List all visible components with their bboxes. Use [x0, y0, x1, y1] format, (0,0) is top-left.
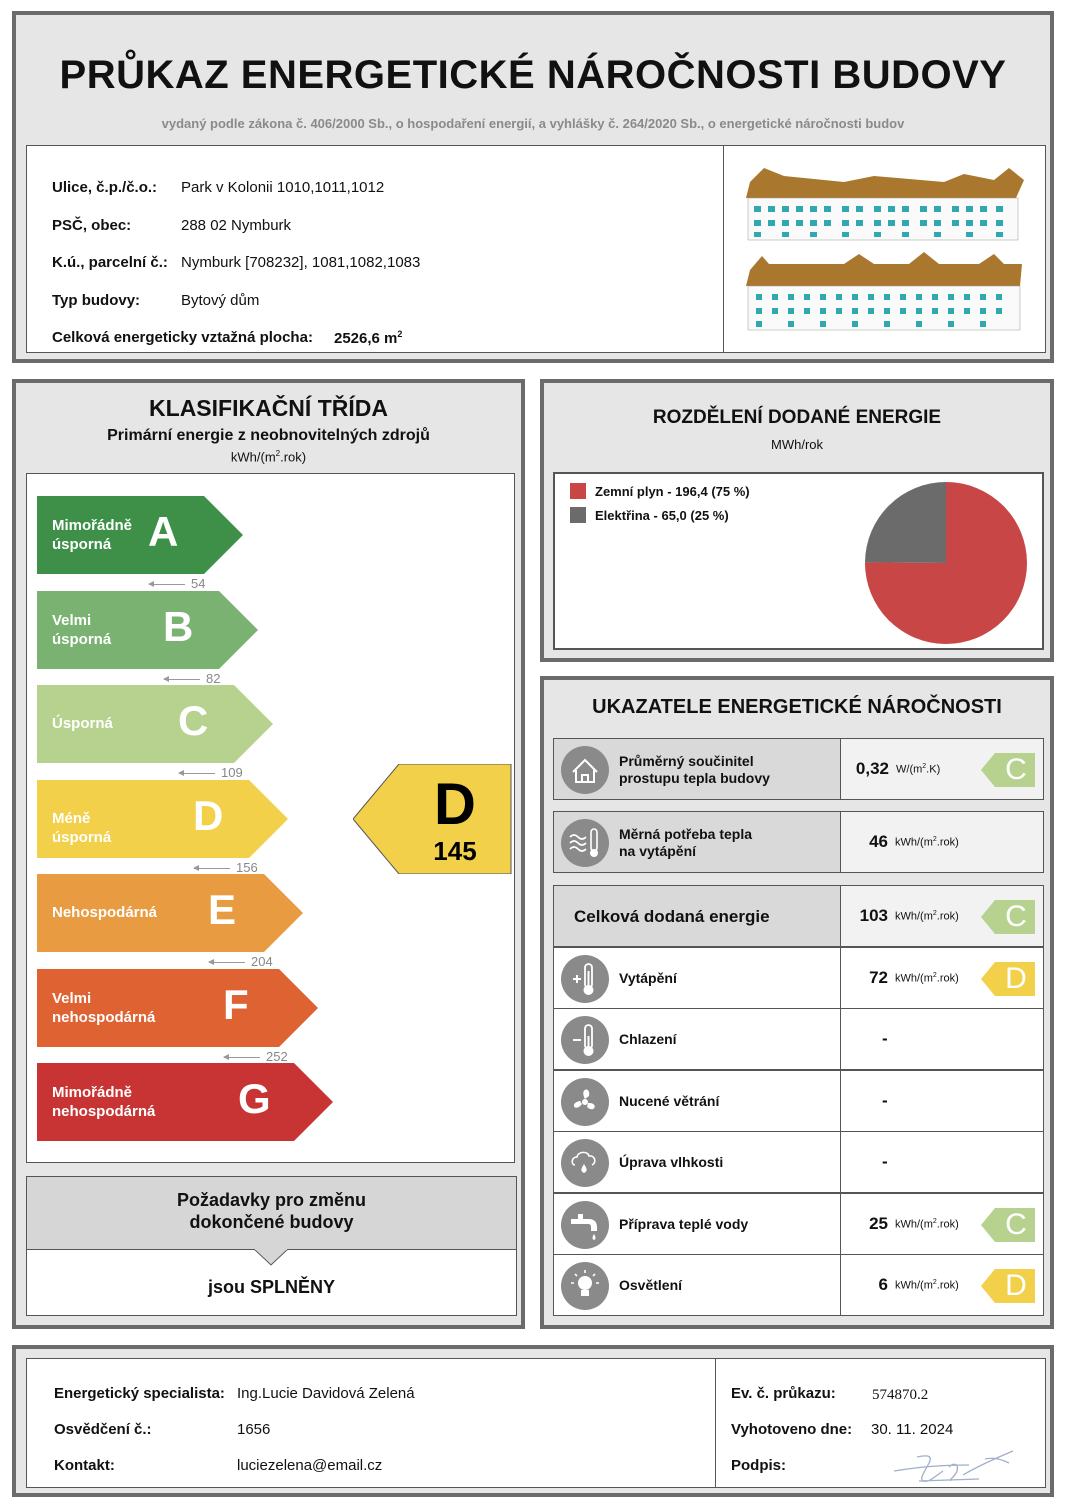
- band-letter: C: [178, 697, 209, 744]
- indicator-row: [553, 1070, 1044, 1132]
- document-subtitle: vydaný podle zákona č. 406/2000 Sb., o hospodaření energií, a vyhlášky č. 264/2020 Sb., o energetické náročnosti budov: [161, 116, 905, 131]
- building-photo: [723, 145, 1046, 353]
- band-label: Nehospodárná: [52, 904, 158, 921]
- indicator-row: [553, 1008, 1044, 1070]
- indicator-label: Nucené větrání: [619, 1093, 720, 1109]
- legend-item-gas: [570, 483, 750, 499]
- footer-divider: [715, 1359, 716, 1487]
- area-label: Celková energeticky vztažná plocha:: [52, 329, 313, 346]
- humidity-icon: [561, 1139, 609, 1187]
- legend-item-electricity: [570, 507, 729, 523]
- indicator-row: [553, 1131, 1044, 1193]
- indicator-value: 46: [869, 832, 888, 851]
- sign-label: Podpis:: [731, 1457, 786, 1474]
- footer-content: [26, 1358, 1046, 1488]
- indicator-label: Úprava vlhkosti: [619, 1154, 724, 1170]
- indicator-class-tag: D: [981, 962, 1035, 996]
- header-panel: [12, 11, 1054, 363]
- indicator-unit: kWh/$(m^2.rok)$: [895, 1279, 959, 1292]
- distribution-unit: MWh/rok: [771, 437, 823, 452]
- indicator-label: Celková dodaná energie: [574, 907, 770, 926]
- indicator-unit: kWh/$(m^2.rok)$: [895, 1218, 959, 1231]
- band-letter: B: [163, 602, 194, 650]
- indicator-row: [553, 1254, 1044, 1316]
- energy-scale: [26, 473, 515, 1163]
- indicator-row: [553, 885, 1044, 947]
- band-letter: F: [223, 980, 249, 1028]
- psc-value: 288 02 Nymburk: [181, 217, 292, 234]
- indicator-class-tag: C: [981, 1208, 1035, 1242]
- distribution-chart: [553, 472, 1044, 650]
- result-class-letter: D: [434, 772, 476, 837]
- indicator-row: [553, 811, 1044, 873]
- building-info: [26, 145, 724, 353]
- indicator-value: -: [882, 1029, 888, 1048]
- indicator-row: [553, 1193, 1044, 1255]
- band-label: Mimořádně nehospodárná: [52, 1084, 156, 1120]
- indicator-value: 103: [859, 906, 888, 925]
- result-pointer: [353, 764, 513, 874]
- cooling-thermometer-icon: [561, 1016, 609, 1064]
- indicator-label: Příprava teplé vody: [619, 1216, 749, 1232]
- footer-panel: [12, 1345, 1054, 1497]
- indicator-label: Chlazení: [619, 1031, 677, 1047]
- ku-label: K.ú., parcelní č.:: [52, 254, 168, 271]
- fan-icon: [561, 1078, 609, 1126]
- heating-thermometer-icon: [561, 955, 609, 1003]
- indicator-unit: kWh/$(m^2.rok)$: [895, 910, 959, 923]
- street-value: Park v Kolonii 1010,1011,1012: [181, 179, 385, 196]
- requirements-title-2: dokončené budovy: [189, 1212, 354, 1232]
- indicator-unit: kWh/$(m^2.rok)$: [895, 972, 959, 985]
- band-letter: E: [208, 886, 237, 933]
- indicator-unit: kWh/$(m^2.rok)$: [895, 836, 959, 849]
- street-label: Ulice, č.p./č.o.:: [52, 179, 158, 196]
- cert-value: 1656: [237, 1421, 271, 1438]
- threshold-label: 109: [179, 765, 243, 780]
- indicator-label: Vytápění: [619, 970, 677, 986]
- psc-label: PSČ, obec:: [52, 217, 132, 234]
- requirements-result: jsou SPLNĚNY: [207, 1277, 336, 1297]
- indicator-value: 72: [869, 968, 888, 987]
- threshold-label: 252: [224, 1049, 288, 1064]
- threshold-label: 54: [149, 576, 205, 591]
- house-icon: [561, 746, 609, 794]
- threshold-label: 204: [209, 954, 273, 969]
- threshold-label: 82: [164, 671, 220, 686]
- legend-swatch-gas: [570, 483, 586, 499]
- ku-value: Nymburk [708232], 1081,1082,1083: [181, 254, 421, 271]
- legend-label-electricity: Elektřina - 65,0 (25 %): [595, 507, 729, 523]
- distribution-panel: [540, 379, 1054, 662]
- band-letter: G: [238, 1075, 271, 1122]
- indicator-value: 25: [869, 1214, 888, 1233]
- result-class-value: 145: [433, 836, 477, 866]
- specialist-label: Energetický specialista:: [54, 1385, 225, 1402]
- indicators-title: UKAZATELE ENERGETICKÉ NÁROČNOSTI: [592, 696, 1002, 718]
- contact-label: Kontakt:: [54, 1457, 115, 1474]
- indicator-label: Měrná potřeba tepla na vytápění: [619, 826, 753, 859]
- evc-value: 574870.2: [872, 1387, 929, 1403]
- light-bulb-icon: [561, 1262, 609, 1310]
- building-drawing: [724, 146, 1045, 352]
- type-value: Bytový dům: [181, 292, 260, 309]
- indicator-label: Průměrný součinitel prostupu tepla budovy: [619, 753, 770, 786]
- indicator-value: 6: [878, 1275, 888, 1294]
- band-label: Méně úsporná: [52, 809, 112, 846]
- area-value: 2526,6 $m^2$: [334, 329, 403, 347]
- legend-label-gas: Zemní plyn - 196,4 (75 %): [595, 483, 750, 499]
- legend-swatch-electricity: [570, 507, 586, 523]
- cert-label: Osvědčení č.:: [54, 1421, 152, 1438]
- requirements-header: [26, 1176, 517, 1250]
- band-label: Velmi nehospodárná: [52, 989, 156, 1026]
- type-label: Typ budovy:: [52, 292, 141, 309]
- requirements-result-box: [26, 1249, 517, 1316]
- specialist-value: Ing.Lucie Davidová Zelená: [237, 1385, 415, 1402]
- indicator-unit: $W/(m^2.K)$: [896, 763, 941, 776]
- indicator-class-tag: C: [981, 900, 1035, 934]
- indicator-label: Osvětlení: [619, 1277, 683, 1293]
- band-label: Úsporná: [52, 715, 113, 732]
- indicator-row: [553, 738, 1044, 800]
- indicator-class-tag: C: [981, 753, 1035, 787]
- indicator-value: -: [882, 1091, 888, 1110]
- indicators-panel: [540, 676, 1054, 1329]
- contact-value: luciezelena@email.cz: [237, 1457, 383, 1474]
- evc-label: Ev. č. průkazu:: [731, 1385, 836, 1402]
- indicator-class-tag: D: [981, 1269, 1035, 1303]
- band-label: Mimořádně úsporná: [52, 517, 133, 553]
- indicator-row: [553, 947, 1044, 1009]
- date-label: Vyhotoveno dne:: [731, 1421, 853, 1438]
- threshold-label: 156: [194, 860, 258, 875]
- indicator-value: 0,32: [855, 759, 889, 778]
- band-letter: D: [193, 791, 224, 839]
- classification-panel: [12, 379, 525, 1329]
- classification-title: KLASIFIKAČNÍ TŘÍDA: [149, 395, 388, 421]
- heat-icon: [561, 819, 609, 867]
- date-value: 30. 11. 2024: [871, 1421, 954, 1438]
- document-title: PRŮKAZ ENERGETICKÉ NÁROČNOSTI BUDOVY: [59, 53, 1007, 97]
- requirements-title-1: Požadavky pro změnu: [176, 1190, 367, 1210]
- classification-unit: kWh/$(m^2.rok)$: [230, 449, 307, 465]
- signature: [889, 1445, 1029, 1487]
- band-label: Velmi úsporná: [52, 611, 112, 648]
- water-tap-icon: [561, 1201, 609, 1249]
- indicator-value: -: [882, 1152, 888, 1171]
- requirements-arrow-icon: [254, 1249, 288, 1267]
- band-letter: A: [148, 508, 179, 555]
- distribution-title: ROZDĚLENÍ DODANÉ ENERGIE: [652, 407, 942, 428]
- pie-chart: [863, 480, 1029, 646]
- pie-slice-1: [865, 482, 946, 563]
- classification-subtitle: Primární energie z neobnovitelných zdrojů: [107, 427, 430, 444]
